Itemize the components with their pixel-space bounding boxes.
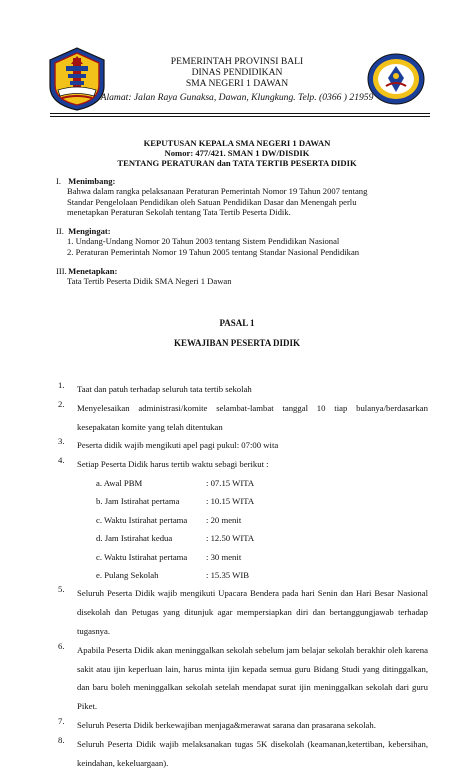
item-text: Peserta didik wajib mengikuti apel pagi pukul: 07:00 wita <box>77 440 279 451</box>
schedule-value: : 15.35 WIB <box>206 570 250 581</box>
section-number: I. <box>56 176 62 186</box>
schedule-value: : 20 menit <box>206 514 242 525</box>
item-number: 2. <box>58 398 65 409</box>
section-line: Standar Pengelolaan Pendidikan oleh Satuan Pendidikan Dasar dan Menengah perlu <box>67 196 357 207</box>
decree-subject: TENTANG PERATURAN dan TATA TERTIB PESERTA DIDIK <box>117 158 357 168</box>
letterhead-divider-thin <box>50 116 430 117</box>
letterhead-government: PEMERINTAH PROVINSI BALI <box>170 56 304 67</box>
schedule-value: : 07.15 WITA <box>206 477 255 488</box>
schedule-row <box>96 529 428 547</box>
item-number: 5. <box>58 584 65 595</box>
section-line: Bahwa dalam rangka pelaksanaan Peraturan Pemerintah Nomor 19 Tahun 2007 tentang <box>67 186 368 197</box>
schedule-value: : 10.15 WITA <box>206 496 255 507</box>
item-number: 7. <box>58 716 65 726</box>
obligations-list <box>58 380 428 772</box>
list-item <box>58 455 428 584</box>
schedule-label: c. Waktu Istirahat pertama <box>96 551 188 562</box>
schedule-row <box>96 548 428 566</box>
item-text: Seluruh Peserta Didik berkewajiban menjaga&merawat sarana dan prasarana sekolah. <box>77 720 376 730</box>
schedule-label: d. Jam Istirahat kedua <box>96 533 173 544</box>
schedule-row <box>96 511 428 529</box>
item-text: Apabila Peserta Didik akan meninggalkan sekolah sebelum jam belajar sekolah berakhir oleh karena sakit atau ijin keperluan lain, harus minta ijin kepada semua guru Bidang Studi yang ditinggalkan, dan baru boleh meninggalkan sekolah setelah mendapat surat ijin meninggalkan sekolah dari guru Piket. <box>77 644 428 712</box>
schedule-row <box>96 474 428 492</box>
schedule-label: a. Awal PBM <box>96 477 143 488</box>
section-menimbang <box>56 176 367 217</box>
letterhead <box>0 56 474 103</box>
list-item <box>58 380 428 399</box>
decree-title-line1: KEPUTUSAN KEPALA SMA NEGERI 1 DAWAN <box>143 138 331 148</box>
schedule-row <box>96 492 428 510</box>
section-heading: Menimbang: <box>68 176 116 186</box>
schedule-list <box>77 474 428 584</box>
decree-title <box>0 138 474 168</box>
schedule-value: : 12.50 WITA <box>206 533 255 544</box>
item-text: Seluruh Peserta Didik wajib melaksanakan tugas 5K disekolah (keamanan,ketertiban, kebersihan, keindahan, kekeluargaan). <box>77 738 428 768</box>
schedule-value: : 30 menit <box>206 551 242 562</box>
section-number: III. <box>56 266 67 276</box>
decree-number: Nomor: 477/421. SMAN 1 DW/DISDIK <box>164 148 310 158</box>
section-line: 1. Undang-Undang Nomor 20 Tahun 2003 tentang Sistem Pendidikan Nasional <box>67 236 340 247</box>
list-item <box>58 716 428 735</box>
pasal-title: KEWAJIBAN PESERTA DIDIK <box>173 338 301 348</box>
item-text: Taat dan patuh terhadap seluruh tata tertib sekolah <box>77 384 252 394</box>
letterhead-school: SMA NEGERI 1 DAWAN <box>185 78 289 89</box>
item-number: 3. <box>58 436 65 447</box>
item-text: Setiap Peserta Didik harus tertib waktu sebagi berikut : <box>77 459 269 470</box>
item-number: 1. <box>58 380 65 390</box>
list-item <box>58 584 428 640</box>
section-line: menetapkan Peraturan Sekolah tentang Tata Tertib Peserta Didik. <box>67 206 291 217</box>
section-heading: Menetapkan: <box>68 266 118 276</box>
schedule-row <box>96 566 428 584</box>
item-text: Seluruh Peserta Didik wajib mengikuti Upacara Bendera pada hari Senin dan Hari Besar Nasional disekolah dan Petugas yang ditunjuk agar mempersiapkan diri dan bertanggungjawab terhadap tugasnya. <box>77 588 428 637</box>
section-number: II. <box>56 226 64 236</box>
schedule-label: b. Jam Istirahat pertama <box>96 496 180 507</box>
section-line: Tata Tertib Peserta Didik SMA Negeri 1 Dawan <box>67 276 232 287</box>
section-menetapkan <box>56 266 232 287</box>
letterhead-divider-thick <box>50 113 430 114</box>
section-heading: Mengingat: <box>68 226 111 236</box>
item-number: 8. <box>58 734 65 745</box>
letterhead-address: Alamat: Jalan Raya Gunaksa, Dawan, Klungkung. Telp. (0366 ) 21959 <box>100 92 374 103</box>
schedule-label: e. Pulang Sekolah <box>96 570 159 581</box>
section-line: 2. Peraturan Pemerintah Nomor 19 Tahun 2005 tentang Standar Nasional Pendidikan <box>67 246 360 257</box>
item-number: 6. <box>58 640 65 651</box>
list-item <box>58 436 428 455</box>
item-text: Menyelesaikan administrasi/komite selambat-lambat tanggal 10 tiap bulanya/berdasarkan kesepakatan komite yang telah ditentukan <box>77 402 428 432</box>
letterhead-department: DINAS PENDIDIKAN <box>191 67 283 78</box>
list-item <box>58 641 428 716</box>
item-number: 4. <box>58 455 65 466</box>
list-item <box>58 399 428 437</box>
schedule-label: c. Waktu Istirahat pertama <box>96 514 188 525</box>
section-mengingat <box>56 226 359 257</box>
pasal-number: PASAL 1 <box>219 318 255 328</box>
list-item <box>58 735 428 773</box>
